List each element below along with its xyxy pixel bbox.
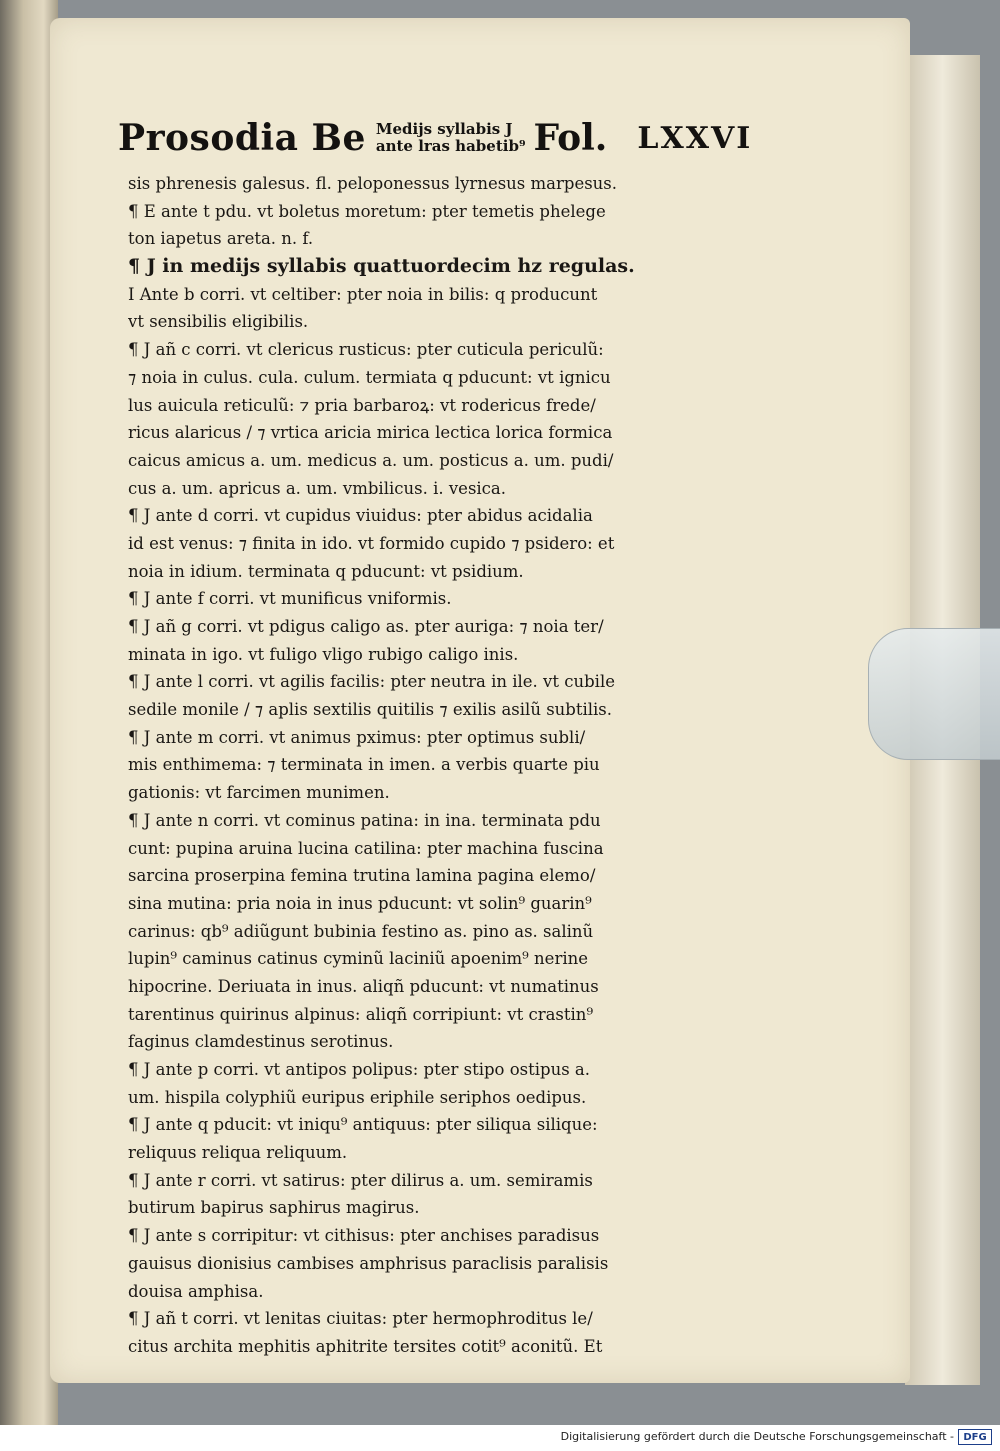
text-line: ¶ J ante l corri. vt agilis facilis: pter neutra in ile. vt cubile <box>128 672 615 692</box>
folio-number: LXXVI <box>637 120 753 156</box>
text-line: ¶ J añ t corri. vt lenitas ciuitas: pter hermophroditus le/ <box>128 1309 593 1329</box>
text-line: mis enthimema: ⁊ terminata in imen. a verbis quarte piu <box>128 755 600 775</box>
text-line: ¶ J ante f corri. vt munificus vniformis. <box>128 589 452 609</box>
text-line: lus auicula reticulũ: ⁊ pria barbaroꝝ: vt rodericus frede/ <box>128 395 596 415</box>
text-line: ¶ J ante q pducit: vt iniqu⁹ antiquus: pter siliqua silique: <box>128 1115 598 1135</box>
text-line: cunt: pupina aruina lucina catilina: pter machina fuscina <box>128 838 604 858</box>
text-line: ¶ J ante r corri. vt satirus: pter dilirus a. um. semiramis <box>128 1170 593 1190</box>
text-line: caicus amicus a. um. medicus a. um. posticus a. um. pudi/ <box>128 450 614 470</box>
body-text <box>128 170 788 1361</box>
page-header <box>118 108 818 168</box>
text-line: id est venus: ⁊ finita in ido. vt formido cupido ⁊ psidero: et <box>128 533 615 553</box>
text-line: faginus clamdestinus serotinus. <box>128 1032 394 1052</box>
text-line: ¶ J ante d corri. vt cupidus viuidus: pter abidus acidalia <box>128 506 593 526</box>
text-line: sedile monile / ⁊ aplis sextilis quitilis ⁊ exilis asilũ subtilis. <box>128 700 613 720</box>
text-line: ton iapetus areta. n. f. <box>128 229 314 249</box>
footer-credit: Digitalisierung gefördert durch die Deutsche Forschungsgemeinschaft - <box>560 1430 954 1443</box>
text-line: reliquus reliqua reliquum. <box>128 1143 348 1163</box>
text-line: ⁊ noia in culus. cula. culum. termiata q pducunt: vt ignicu <box>128 367 611 387</box>
text-line: ¶ J in medijs syllabis quattuordecim hz regulas. <box>128 255 635 278</box>
text-line: carinus: qb⁹ adiũgunt bubinia festino as. pino as. salinũ <box>128 921 594 941</box>
text-line: noia in idium. terminata q pducunt: vt psidium. <box>128 561 524 581</box>
text-line: vt sensibilis eligibilis. <box>128 312 309 332</box>
text-line: um. hispila colyphiũ euripus eriphile seriphos oedipus. <box>128 1087 587 1107</box>
text-line: gationis: vt farcimen munimen. <box>128 783 390 803</box>
text-line: douisa amphisa. <box>128 1281 264 1301</box>
text-line: minata in igo. vt fuligo vligo rubigo caligo inis. <box>128 644 519 664</box>
subtitle-line-1: Medijs syllabis J <box>375 120 513 138</box>
text-line: ¶ J ante n corri. vt cominus patina: in ina. terminata pdu <box>128 810 601 830</box>
page-holder-clip <box>868 628 1000 760</box>
text-line: tarentinus quirinus alpinus: aliqñ corripiunt: vt crastin⁹ <box>128 1004 594 1024</box>
folio-label: Fol. <box>533 117 608 159</box>
text-line: sarcina proserpina femina trutina lamina pagina elemo/ <box>128 866 596 886</box>
subtitle-line-2: ante lras habetib⁹ <box>375 137 526 155</box>
text-line: sis phrenesis galesus. fl. peloponessus lyrnesus marpesus. <box>128 174 618 193</box>
dfg-logo: DFG <box>958 1429 992 1445</box>
footer-bar <box>0 1425 1000 1451</box>
text-line: I Ante b corri. vt celtiber: pter noia in bilis: q producunt <box>128 284 598 304</box>
text-line: ¶ J ante m corri. vt animus pximus: pter optimus subli/ <box>128 727 586 747</box>
text-line: gauisus dionisius cambises amphrisus paraclisis paralisis <box>128 1253 609 1273</box>
text-line: ricus alaricus / ⁊ vrtica aricia mirica lectica lorica formica <box>128 423 613 443</box>
text-line: lupin⁹ caminus catinus cyminũ laciniũ apoenim⁹ nerine <box>128 949 588 969</box>
text-line: ¶ J ante p corri. vt antipos polipus: pter stipo ostipus a. <box>128 1060 591 1079</box>
text-line: butirum bapirus saphirus magirus. <box>128 1198 420 1218</box>
running-subtitle <box>376 121 526 155</box>
text-line: ¶ J añ c corri. vt clericus rusticus: pter cuticula periculũ: <box>128 340 604 360</box>
text-line: citus archita mephitis aphitrite tersites cotit⁹ aconitũ. Et <box>128 1336 603 1356</box>
text-line: ¶ J ante s corripitur: vt cithisus: pter anchises paradisus <box>128 1226 600 1246</box>
running-title: Prosodia Be <box>118 117 366 159</box>
text-line: ¶ E ante t pdu. vt boletus moretum: pter temetis phelege <box>128 201 606 221</box>
text-line: sina mutina: pria noia in inus pducunt: vt solin⁹ guarin⁹ <box>128 893 592 913</box>
text-line: cus a. um. apricus a. um. vmbilicus. i. vesica. <box>128 478 507 498</box>
text-line: hipocrine. Deriuata in inus. aliqñ pducunt: vt numatinus <box>128 976 599 996</box>
text-line: ¶ J añ g corri. vt pdigus caligo as. pter auriga: ⁊ noia ter/ <box>128 617 604 636</box>
